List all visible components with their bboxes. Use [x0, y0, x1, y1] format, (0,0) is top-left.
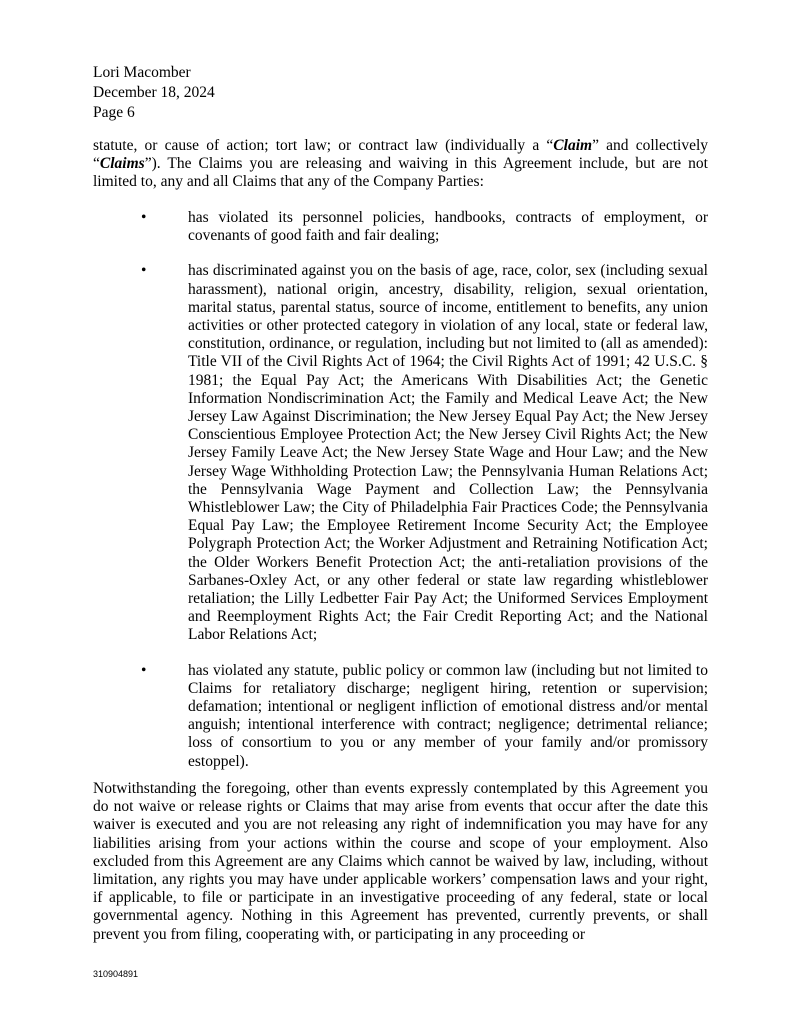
claims-bullet-list	[93, 209, 708, 788]
list-item-text: has violated its personnel policies, handbooks, contracts of employment, or covenants of good faith and fair dealing;	[188, 209, 708, 245]
defined-term-claim: Claim	[553, 137, 593, 154]
letter-header	[93, 63, 215, 123]
defined-term-claims: Claims	[99, 155, 145, 173]
list-item	[93, 662, 708, 771]
intro-text-3: ”). The Claims you are releasing and waiving in this Agreement include, but are not limited to, any and all Claims that any of the Company Parties:	[93, 155, 708, 191]
document-id: 310904891	[93, 969, 139, 979]
list-item	[93, 209, 708, 245]
list-item-text: has discriminated against you on the basis of age, race, color, sex (including sexual harassment), national origin, ancestry, disability, religion, sexual orientation, marital status, parental status, source of income, entitlement to benefits, any union activities or other protected category in violation of any local, state or federal law, constitution, ordinance, or regulation, including but not limited to (all as amended): Title VII of the Civil Rights Act of 1964; the Civil Rights Act of 1991; 42 U.S.C. § 1981; the Equal Pay Act; the Americans With Disabilities Act; the Genetic Information Nondiscrimination Act; the Family and Medical Leave Act; the New Jersey Law Against Discrimination; the New Jersey Equal Pay Act; the New Jersey Conscientious Employee Protection Act; the New Jersey Civil Rights Act; the New Jersey Family Leave Act; the New Jersey State Wage and Hour Law; and the New Jersey Wage Withholding Protection Law; the Pennsylvania Human Relations Act; the Pennsylvania Wage Payment and Collection Law; the Pennsylvania Whistleblower Law; the City of Philadelphia Fair Practices Code; the Pennsylvania Equal Pay Law; the Employee Retirement Income Security Act; the Employee Polygraph Protection Act; the Worker Adjustment and Retraining Notification Act; the Older Workers Benefit Protection Act; the anti-retaliation provisions of the Sarbanes-Oxley Act, or any other federal or state law regarding whistleblower retaliation; the Lilly Ledbetter Fair Pay Act; the Uniformed Services Employment and Reemployment Rights Act; the Fair Credit Reporting Act; and the National Labor Relations Act;	[188, 262, 708, 644]
letter-date: December 18, 2024	[93, 84, 215, 101]
recipient-name: Lori Macomber	[93, 64, 191, 81]
page-number: Page 6	[93, 104, 135, 121]
list-item	[93, 262, 708, 644]
intro-paragraph	[93, 137, 708, 192]
bullet-icon: •	[141, 262, 147, 280]
intro-text-1: statute, or cause of action; tort law; or contract law (individually a “	[93, 137, 554, 154]
bullet-icon: •	[141, 661, 147, 679]
bullet-icon: •	[141, 209, 147, 226]
exclusions-paragraph: Notwithstanding the foregoing, other than events expressly contemplated by this Agreement you do not waive or release rights or Claims that may arise from events that occur after the date this waiver is executed and you are not releasing any right of indemnification you may have for any liabilities arising from your actions within the course and scope of your employment. Also excluded from this Agreement are any Claims which cannot be waived by law, including, without limitation, any rights you may have under applicable workers’ compensation laws and your right, if applicable, to file or participate in an investigative proceeding of any federal, state or local governmental agency. Nothing in this Agreement has prevented, currently prevents, or shall prevent you from filing, cooperating with, or participating in any proceeding or	[93, 780, 708, 943]
list-item-text: has violated any statute, public policy or common law (including but not limited to Claims for retaliatory discharge; negligent hiring, retention or supervision; defamation; intentional or negligent infliction of emotional distress and/or mental anguish; intentional interference with contract; negligence; detrimental reliance; loss of consortium to you or any member of your family and/or promissory estoppel).	[188, 661, 708, 770]
intro-text-2: ” and collectively “	[93, 137, 709, 173]
